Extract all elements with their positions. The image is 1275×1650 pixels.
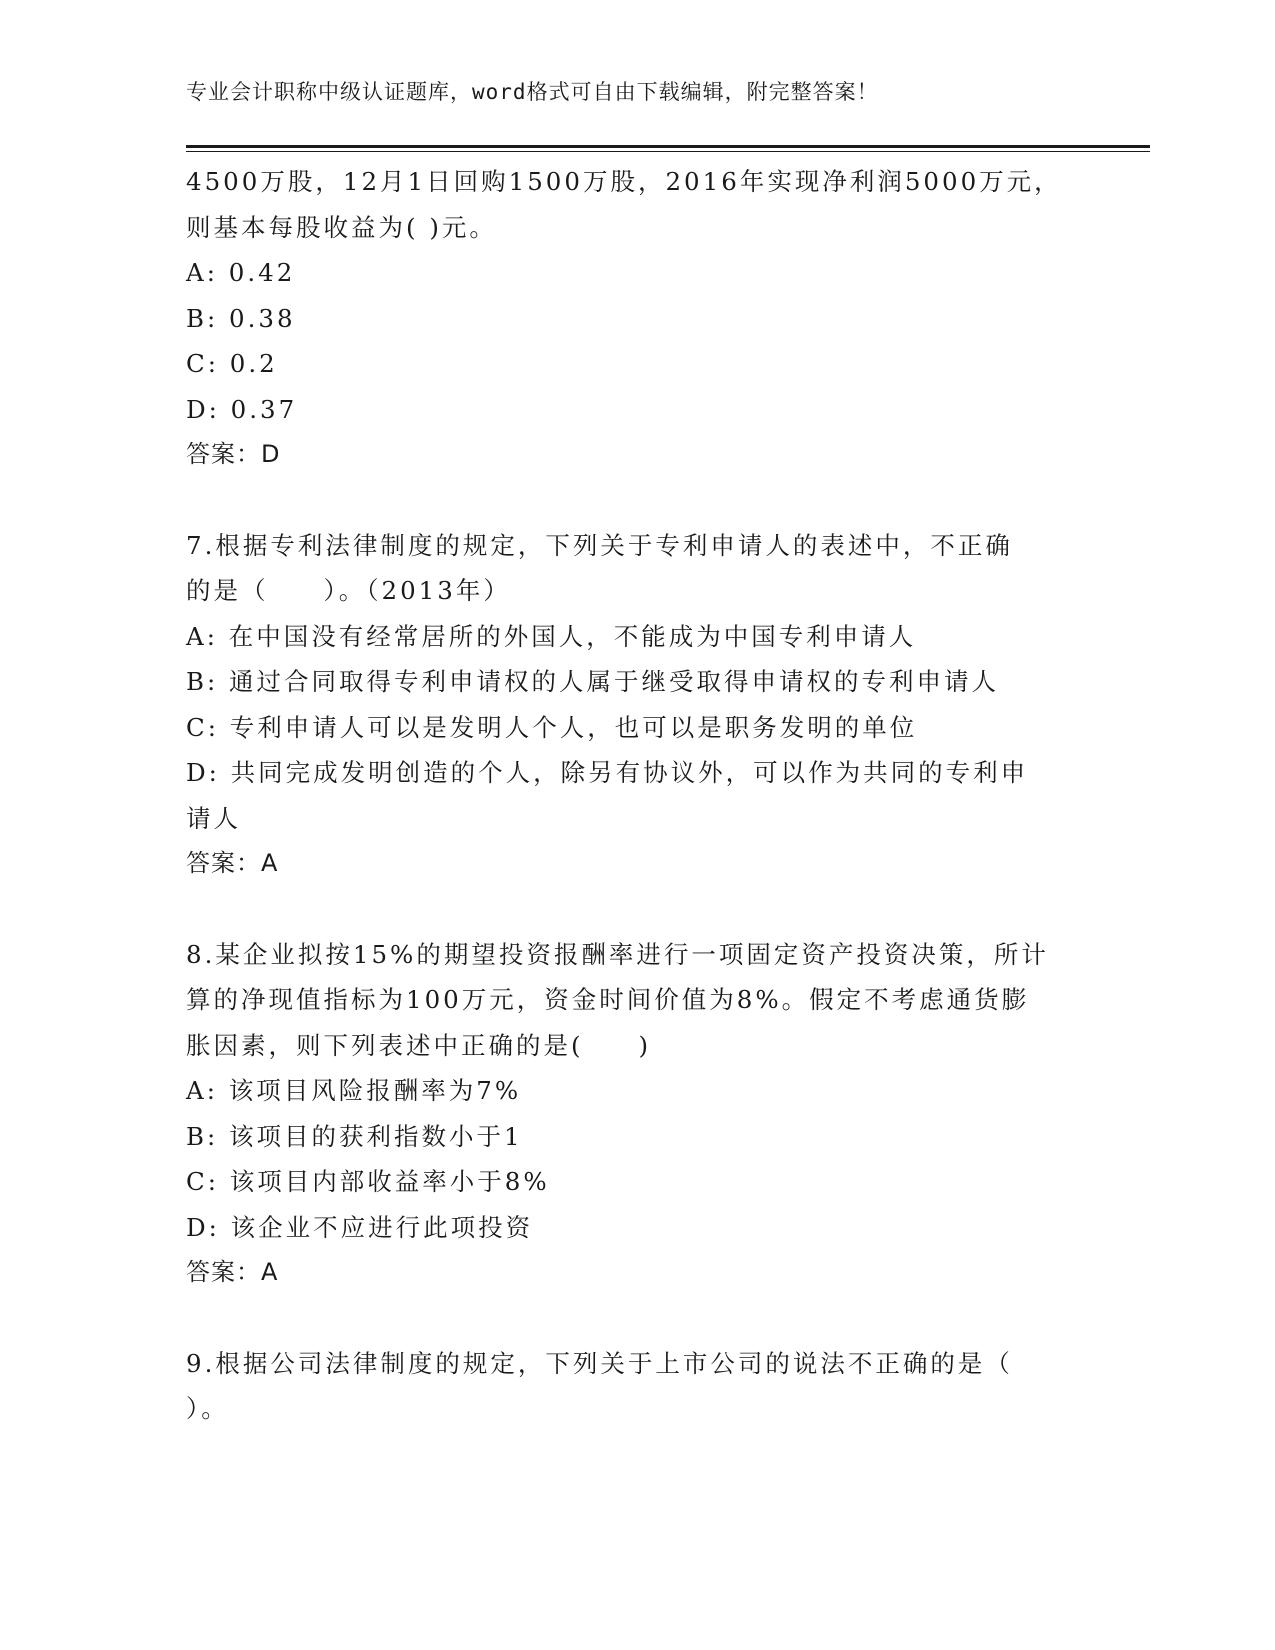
option-d: D: 共同完成发明创造的个人，除另有协议外，可以作为共同的专利申 [186,758,1029,787]
option-d: D: 该企业不应进行此项投资 [186,1212,534,1242]
question-stem: 胀因素，则下列表述中正确的是( ) [186,1030,652,1060]
answer: 答案：A [186,1258,279,1286]
question-stem: 8.某企业拟按15%的期望投资报酬率进行一项固定资产投资决策，所计 [186,939,1049,969]
option-d: D: 0.37 [186,394,298,424]
option-d-continued: 请人 [186,803,241,833]
question-stem: 4500万股，12月1日回购1500万股，2016年实现净利润5000万元， [186,167,1062,196]
option-c: C: 该项目内部收益率小于8% [186,1167,550,1196]
option-c: C: 专利申请人可以是发明人个人，也可以是职务发明的单位 [186,712,918,742]
spacer [186,1296,1086,1341]
question-stem: 则基本每股收益为( )元。 [186,212,497,242]
question-6 [186,159,1086,478]
question-9 [186,1341,1086,1432]
answer: 答案：D [186,440,281,468]
question-8 [186,932,1086,1296]
header-rule-thin [186,151,1150,152]
question-stem: 7.根据专利法律制度的规定，下列关于专利申请人的表述中，不正确 [186,530,1013,560]
question-stem: 的是（ ）。（2013年） [186,576,511,605]
question-content [186,159,1086,1432]
answer: 答案：A [186,849,279,877]
option-b: B: 该项目的获利指数小于1 [186,1121,523,1151]
option-a: A: 该项目风险报酬率为7% [186,1076,522,1105]
question-stem: 9.根据公司法律制度的规定，下列关于上市公司的说法不正确的是（ [186,1348,1013,1378]
header-rule-thick [186,145,1150,148]
option-a: A: 0.42 [186,258,296,287]
question-stem: 算的净现值指标为100万元，资金时间价值为8%。假定不考虑通货膨 [186,985,1030,1014]
option-c: C: 0.2 [186,349,278,378]
option-a: A: 在中国没有经常居所的外国人，不能成为中国专利申请人 [186,621,917,651]
question-7 [186,523,1086,887]
option-b: B: 通过合同取得专利申请权的人属于继受取得申请权的专利申请人 [186,667,1000,696]
spacer [186,478,1086,523]
page-header: 专业会计职称中级认证题库，word格式可自由下载编辑，附完整答案！ [186,80,879,104]
question-stem: ）。 [186,1394,229,1423]
spacer [186,887,1086,932]
option-b: B: 0.38 [186,303,296,333]
